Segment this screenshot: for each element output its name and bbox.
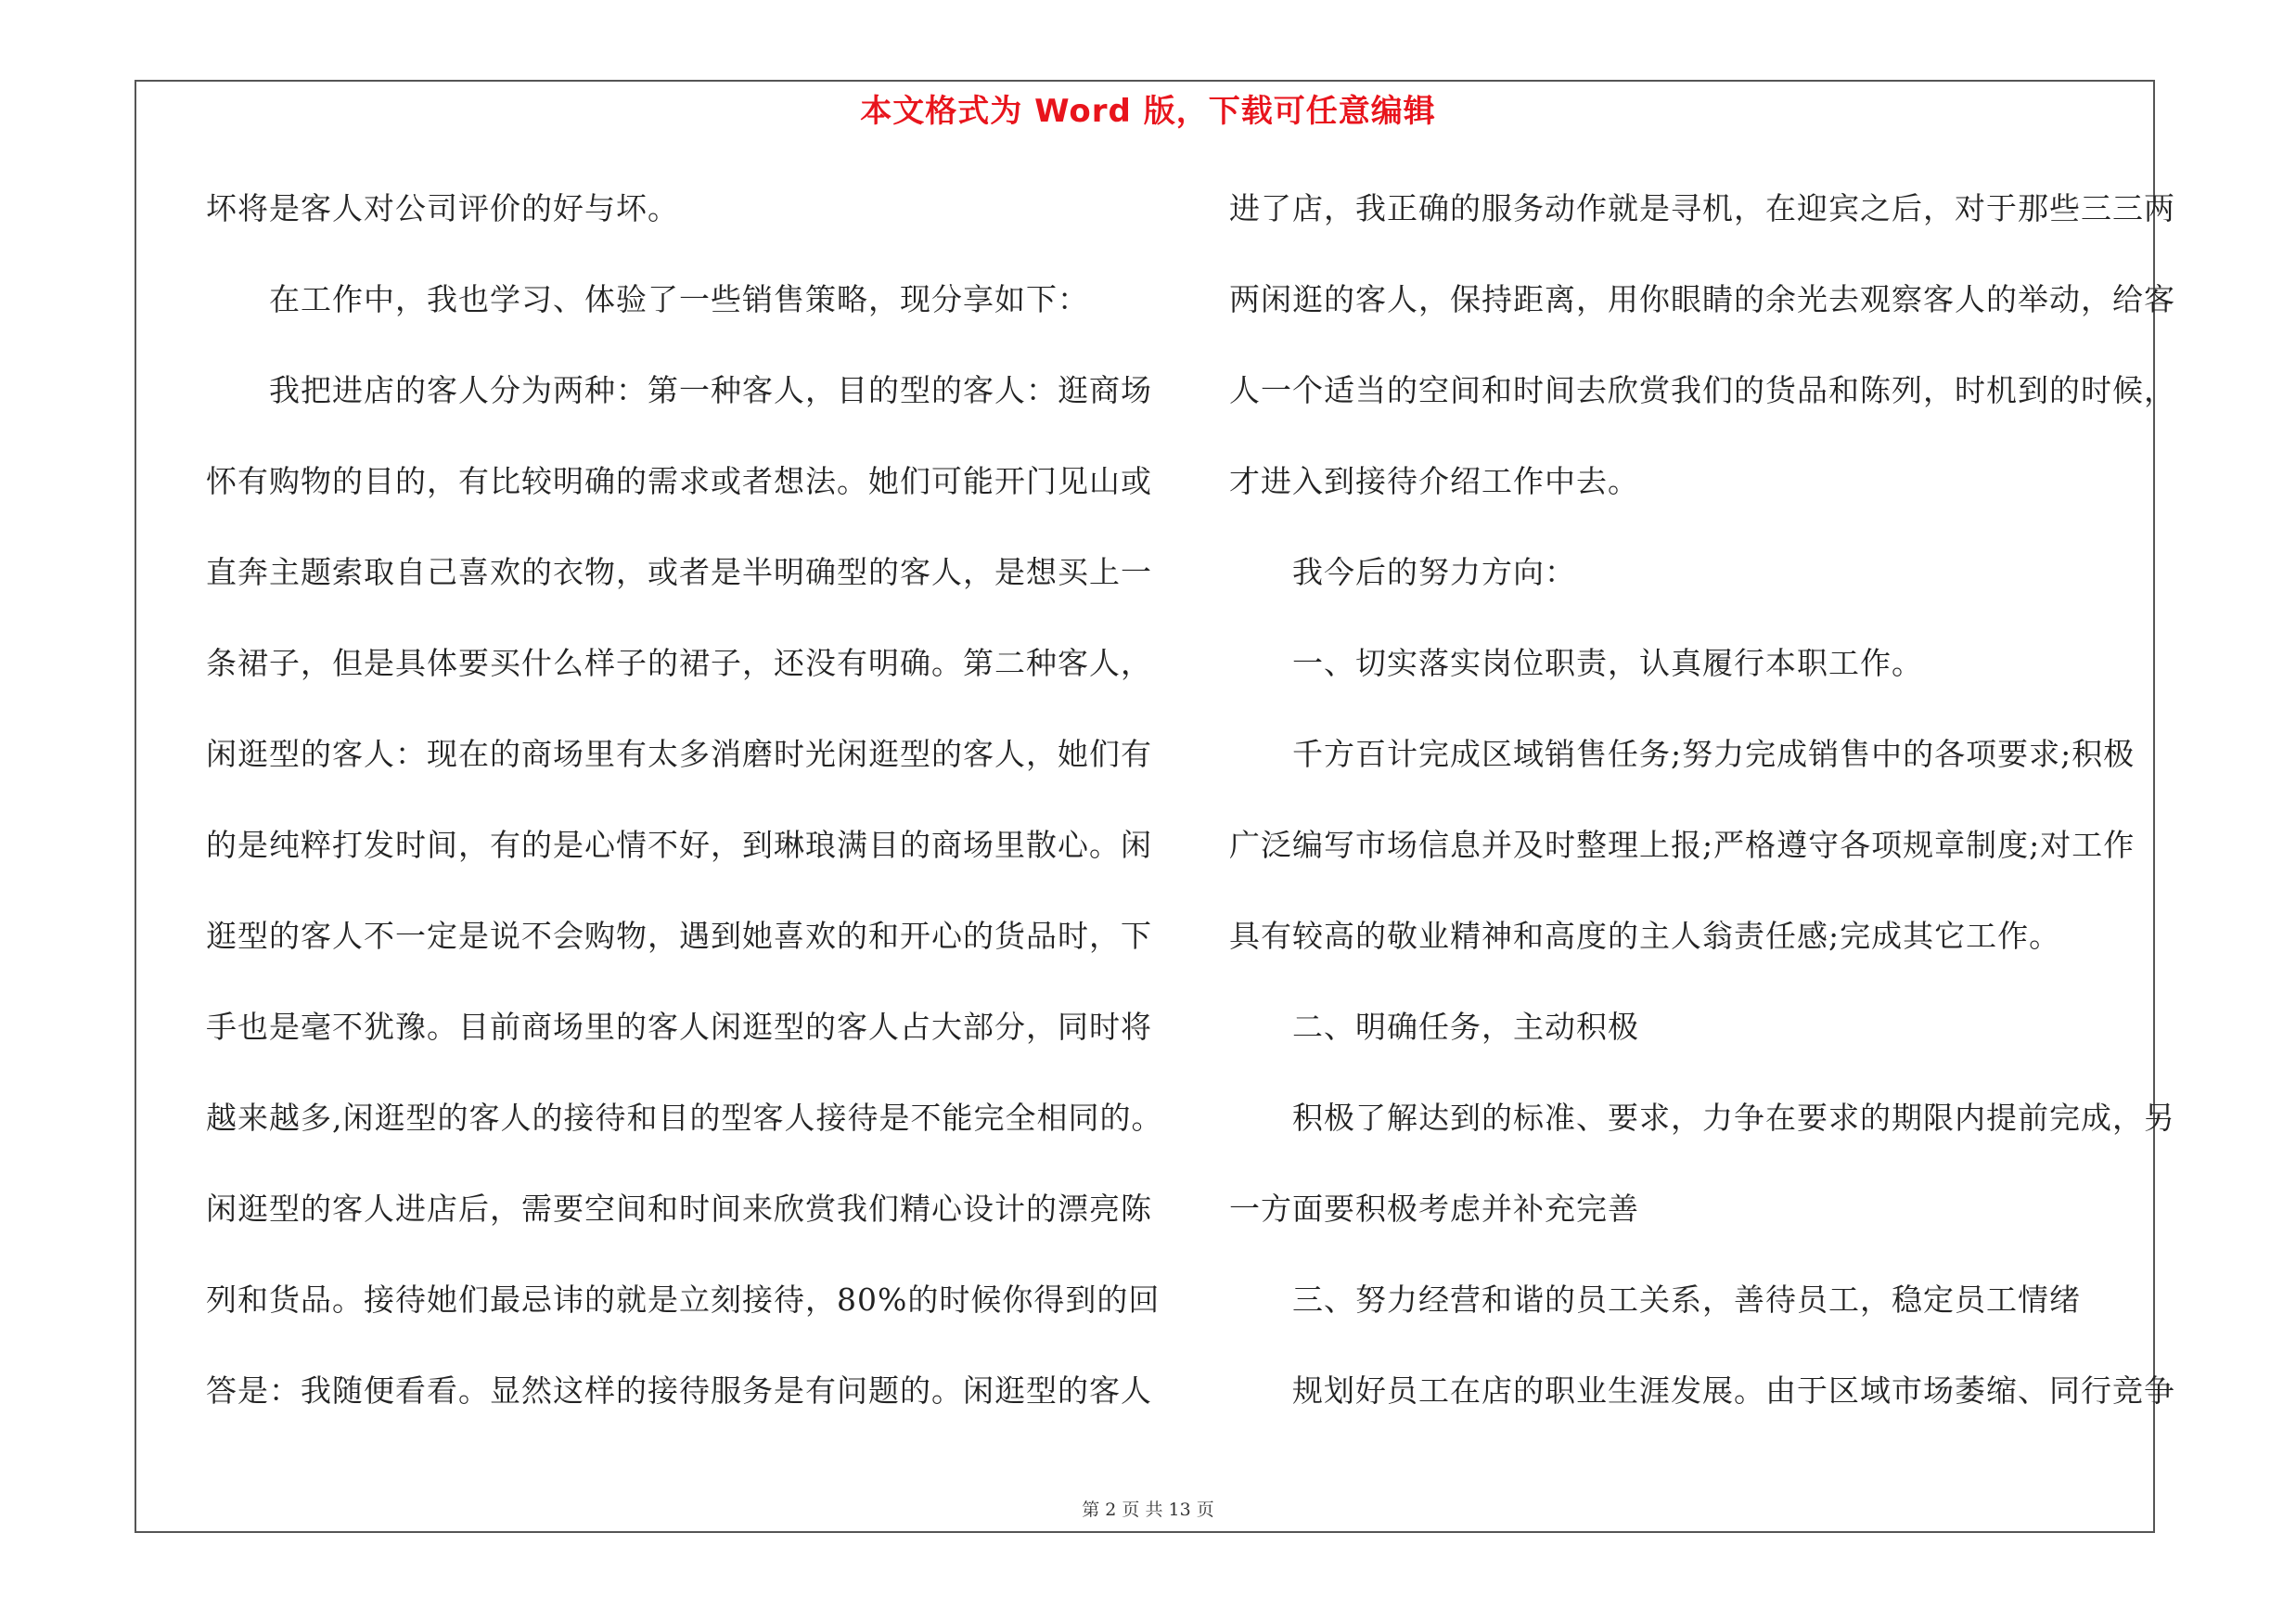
text-line: 闲逛型的客人进店后，需要空间和时间来欣赏我们精心设计的漂亮陈 — [206, 1191, 1152, 1227]
text-line: 积极了解达到的标准、要求，力争在要求的期限内提前完成，另 — [1229, 1100, 2175, 1136]
text-line: 才进入到接待介绍工作中去。 — [1229, 463, 1639, 499]
text-line: 广泛编写市场信息并及时整理上报;严格遵守各项规章制度;对工作 — [1229, 827, 2136, 863]
text-line: 一、切实落实岗位职责，认真履行本职工作。 — [1229, 645, 1923, 681]
text-line: 直奔主题索取自己喜欢的衣物，或者是半明确型的客人，是想买上一 — [206, 554, 1152, 590]
text-line: 答是：我随便看看。显然这样的接待服务是有问题的。闲逛型的客人 — [206, 1372, 1152, 1409]
text-line: 进了店，我正确的服务动作就是寻机，在迎宾之后，对于那些三三两 — [1229, 190, 2175, 226]
text-line: 千方百计完成区域销售任务;努力完成销售中的各项要求;积极 — [1229, 736, 2136, 772]
header-title: 本文格式为 Word 版，下载可任意编辑 — [860, 93, 1436, 130]
text-line: 越来越多,闲逛型的客人的接待和目的型客人接待是不能完全相同的。 — [206, 1100, 1163, 1136]
text-line: 列和货品。接待她们最忌讳的就是立刻接待，80%的时候你得到的回 — [206, 1282, 1161, 1318]
left-column — [206, 181, 1163, 1454]
text-line: 我今后的努力方向： — [1229, 554, 1576, 590]
text-line: 在工作中，我也学习、体验了一些销售策略，现分享如下： — [206, 281, 1089, 317]
text-line: 怀有购物的目的，有比较明确的需求或者想法。她们可能开门见山或 — [206, 463, 1152, 499]
text-line: 手也是毫不犹豫。目前商场里的客人闲逛型的客人占大部分，同时将 — [206, 1009, 1152, 1045]
text-line: 一方面要积极考虑并补充完善 — [1229, 1191, 1639, 1227]
text-line: 闲逛型的客人：现在的商场里有太多消磨时光闲逛型的客人，她们有 — [206, 736, 1152, 772]
text-line: 两闲逛的客人，保持距离，用你眼睛的余光去观察客人的举动，给客 — [1229, 281, 2175, 317]
text-line: 条裙子，但是具体要买什么样子的裙子，还没有明确。第二种客人， — [206, 645, 1152, 681]
right-column — [1229, 181, 2175, 1454]
text-line: 二、明确任务，主动积极 — [1229, 1009, 1639, 1045]
text-line: 的是纯粹打发时间，有的是心情不好，到琳琅满目的商场里散心。闲 — [206, 827, 1152, 863]
text-line: 我把进店的客人分为两种：第一种客人，目的型的客人：逛商场 — [206, 372, 1152, 408]
text-line: 坏将是客人对公司评价的好与坏。 — [206, 190, 679, 226]
page-indicator: 第 2 页 共 13 页 — [1082, 1500, 1214, 1520]
text-line: 具有较高的敬业精神和高度的主人翁责任感;完成其它工作。 — [1229, 918, 2061, 954]
text-line: 人一个适当的空间和时间去欣赏我们的货品和陈列，时机到的时候， — [1229, 372, 2175, 408]
text-line: 规划好员工在店的职业生涯发展。由于区域市场萎缩、同行竞争 — [1229, 1372, 2175, 1409]
text-line: 逛型的客人不一定是说不会购物，遇到她喜欢的和开心的货品时，下 — [206, 918, 1152, 954]
text-line: 三、努力经营和谐的员工关系，善待员工，稳定员工情绪 — [1229, 1282, 2081, 1318]
